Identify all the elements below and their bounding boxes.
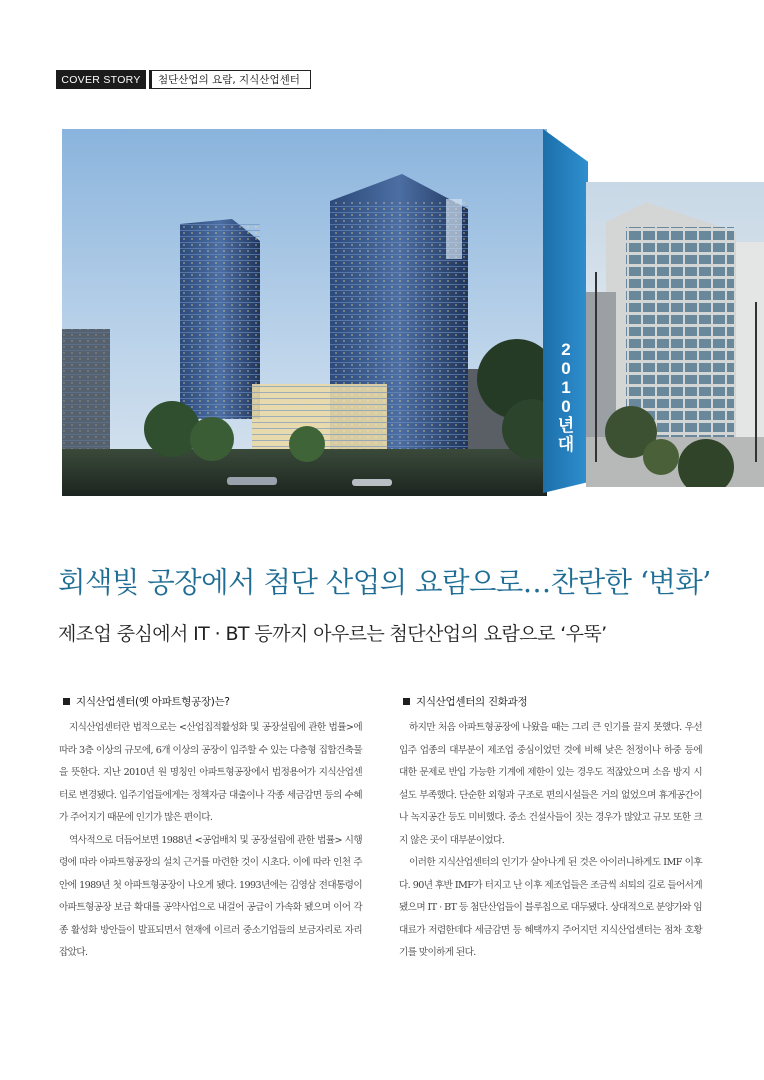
left-section-title bbox=[59, 694, 362, 709]
square-bullet-icon bbox=[63, 698, 70, 705]
fold-char: 2 bbox=[561, 340, 571, 359]
right-column bbox=[399, 694, 702, 965]
left-paragraph: 지식산업센터란 법적으로는 <산업집적활성화 및 공장설립에 관한 법률>에 따라 3층 이상의 규모에, 6개 이상의 공장이 입주할 수 있는 다층형 집합건축물을 뜻한다. 지난 2010년 원 명칭인 아파트형공장에서 법정용어가 지식산업센터로 변경됐다. 입주기업들에게는 정책자금 대출이나 각종 세금감면 등의 수혜가 주어지기 때문에 인기가 많은 편이다. bbox=[59, 722, 362, 823]
article-headline: 회색빛 공장에서 첨단 산업의 요람으로…찬란한 ‘변화’ bbox=[58, 566, 711, 599]
left-column bbox=[59, 694, 362, 965]
left-paragraph: 역사적으로 더듬어보면 1988년 <공업배치 및 공장설립에 관한 법률> 시행령에 따라 아파트형공장의 설치 근거를 마련한 것이 시초다. 이에 따라 인천 주안에 1989년 첫 아파트형공장이 나오게 됐다. 1993년에는 김영삼 전대통령이 아파트형공장 보급 확대를 공약사업으로 내걸어 공급이 가속화 됐으며 이어 각종 활성화 방안들이 발표되면서 현재에 이르러 중소기업들의 보금자리로 자리 잡았다. bbox=[59, 834, 362, 958]
right-section-title-text: 지식산업센터의 진화과정 bbox=[416, 696, 528, 708]
fold-char: 0 bbox=[561, 397, 571, 416]
fold-char: 대 bbox=[557, 435, 575, 454]
section-header bbox=[56, 70, 311, 89]
fold-char: 1 bbox=[561, 378, 571, 397]
fold-char: 년 bbox=[557, 416, 575, 435]
fold-char: 0 bbox=[561, 359, 571, 378]
fold-label bbox=[553, 340, 579, 454]
right-section-title bbox=[399, 694, 702, 709]
side-building-image bbox=[586, 182, 764, 487]
right-paragraph: 하지만 처음 아파트형공장에 나왔을 때는 그리 큰 인기를 끌지 못했다. 우선 입주 업종의 대부분이 제조업 중심이었던 것에 비해 낮은 천정이나 하중 등에 대한 문제로 반입 가능한 기계에 제한이 있는 경우도 적잖았으며 소음 방지 시설도 부족했다. 단순한 외형과 구조로 편의시설들은 거의 없었으며 휴게공간이나 녹지공간 등도 미비했다. 중소 건설사들이 짓는 경우가 많았고 규모 또한 크지 않은 곳이 대부분이었다. bbox=[399, 722, 702, 846]
square-bullet-icon bbox=[403, 698, 410, 705]
left-section-title-text: 지식산업센터(옛 아파트형공장)는? bbox=[76, 696, 230, 708]
section-tag: COVER STORY bbox=[56, 70, 146, 89]
right-paragraph: 이러한 지식산업센터의 인기가 살아나게 된 것은 아이러니하게도 IMF 이후다. 90년 후반 IMF가 터지고 난 이후 제조업들은 조금씩 쇠퇴의 길로 들어서게 됐으며 IT · BT 등 첨단산업들이 블루칩으로 대두됐다. 상대적으로 분양가와 임대료가 저렴한데다 세금감면 등 혜택까지 주어지던 지식산업센터는 점차 호황기를 맞이하게 된다. bbox=[399, 857, 702, 958]
article-subheadline: 제조업 중심에서 IT · BT 등까지 아우르는 첨단산업의 요람으로 ‘우뚝’ bbox=[58, 623, 607, 645]
main-building-image bbox=[62, 129, 547, 496]
section-subtitle: 첨단산업의 요람, 지식산업센터 bbox=[149, 70, 311, 89]
